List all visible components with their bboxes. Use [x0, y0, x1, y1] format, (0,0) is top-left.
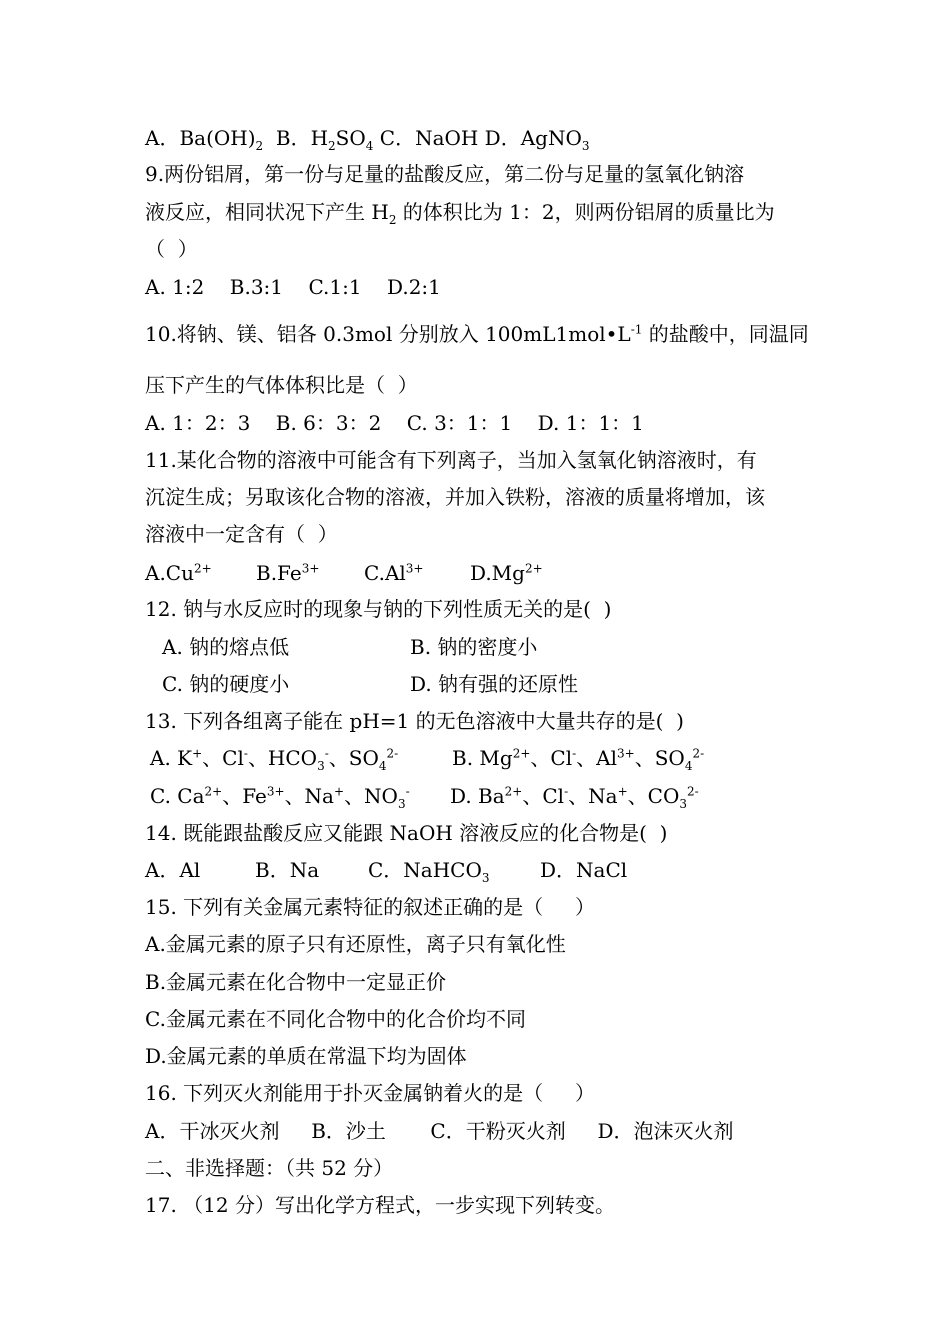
- q8-option-a: A．Ba(OH): [145, 126, 256, 150]
- q10-stem-line1: 10.将钠、镁、铝各 0.3mol 分别放入 $100mL1mol•L^{-1}$ 的盐酸中，同温同: [145, 322, 809, 346]
- q13-option-a: A. K+、Cl-、$HCO_3^-$、$SO_4^{2-}$: [150, 746, 399, 773]
- q15-option-a: A.金属元素的原子只有还原性，离子只有氧化性: [145, 932, 566, 956]
- q14-option-a: A．Al: [145, 858, 201, 882]
- q13-option-c: C. $Ca^{2+}$、$Fe^{3+}$、Na+、$NO_3^-$: [150, 784, 410, 811]
- q11-option-c: $C.Al^{3+}$: [364, 561, 424, 585]
- q9-options: A. 1:2 B.3:1 C.1:1 D.2:1: [145, 275, 441, 299]
- q11-option-a: $A.Cu^{2+}$: [145, 561, 212, 585]
- q17-stem: 17. （12 分）写出化学方程式，一步实现下列转变。: [145, 1193, 615, 1217]
- q11-option-d: $D.Mg^{2+}$: [470, 561, 543, 585]
- q13-stem: 13. 下列各组离子能在 pH=1 的无色溶液中大量共存的是( ): [145, 709, 684, 733]
- q15-option-d: D.金属元素的单质在常温下均为固体: [145, 1044, 467, 1068]
- q12-option-c: C. 钠的硬度小: [162, 672, 290, 696]
- q14-option-c: C．NaHCO$_3$: [368, 858, 490, 885]
- q13-option-d: D. $Ba^{2+}$、Cl-、Na+、$CO_3^{2-}$: [450, 784, 699, 811]
- q14-option-d: D．NaCl: [540, 858, 628, 882]
- q8-option-b: B．H: [263, 126, 329, 150]
- section2-heading: 二、非选择题：（共 52 分）: [145, 1156, 394, 1180]
- q11-stem-line1: 11.某化合物的溶液中可能含有下列离子，当加入氢氧化钠溶液时，有: [145, 448, 757, 472]
- q13-option-b: B. $Mg^{2+}$、Cl-、$Al^{3+}$、$SO_4^{2-}$: [452, 746, 705, 773]
- q9-stem-line1: 9.两份铝屑，第一份与足量的盐酸反应，第二份与足量的氢氧化钠溶: [145, 162, 745, 186]
- q8-options: A．$Ba(OH)_2$ B．$H_2SO_4$ C．NaOH D．AgNO$_3$: [145, 126, 590, 153]
- q14-option-b: B．Na: [255, 858, 320, 882]
- q8-option-c-d: C．NaOH D．AgNO: [373, 126, 582, 150]
- q16-stem: 16. 下列灭火剂能用于扑灭金属钠着火的是（ ）: [145, 1081, 595, 1105]
- q9-stem-line2: 液反应，相同状况下产生 $H_2$ 的体积比为 1：2，则两份铝屑的质量比为: [145, 200, 775, 227]
- q16-options: A．干冰灭火剂 B．沙土 C．干粉灭火剂 D．泡沫灭火剂: [145, 1119, 734, 1143]
- q15-option-b: B.金属元素在化合物中一定显正价: [145, 970, 447, 994]
- q14-stem: 14. 既能跟盐酸反应又能跟 NaOH 溶液反应的化合物是( ): [145, 821, 668, 845]
- q15-stem: 15. 下列有关金属元素特征的叙述正确的是（ ）: [145, 895, 595, 919]
- q11-stem-line2: 沉淀生成；另取该化合物的溶液，并加入铁粉，溶液的质量将增加，该: [145, 485, 765, 509]
- q12-option-b: B. 钠的密度小: [410, 635, 538, 659]
- q12-stem: 12. 钠与水反应时的现象与钠的下列性质无关的是( ): [145, 597, 612, 621]
- q15-option-c: C.金属元素在不同化合物中的化合价均不同: [145, 1007, 526, 1031]
- q11-option-b: $B.Fe^{3+}$: [256, 561, 320, 585]
- q10-stem-line2: 压下产生的气体体积比是（ ）: [145, 373, 418, 397]
- q10-options: A. 1：2：3 B. 6：3：2 C. 3：1：1 D. 1：1：1: [145, 411, 644, 435]
- q9-blank: （ ）: [145, 237, 198, 261]
- q12-option-a: A. 钠的熔点低: [162, 635, 290, 659]
- q12-option-d: D. 钠有强的还原性: [410, 672, 579, 696]
- q11-stem-line3: 溶液中一定含有（ ）: [145, 522, 338, 546]
